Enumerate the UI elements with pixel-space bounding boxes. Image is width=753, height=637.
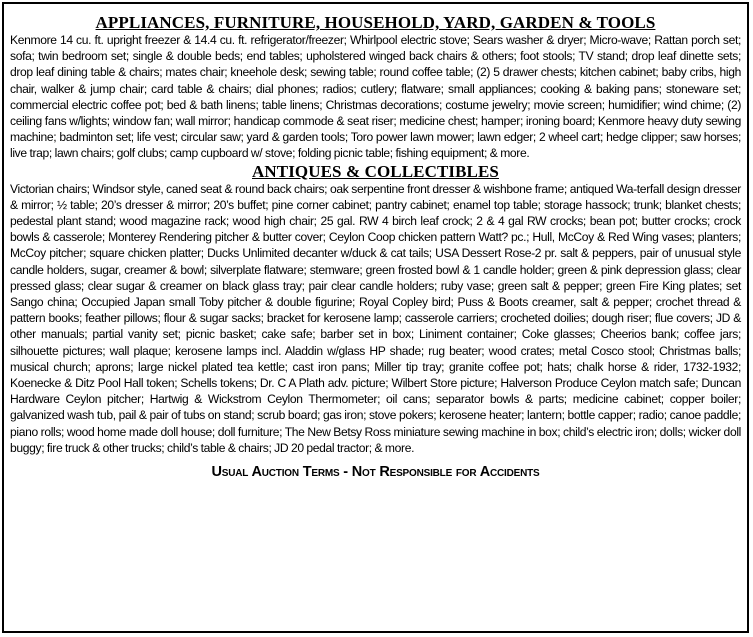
auction-terms-footer: Usual Auction Terms - Not Responsible for Accidents xyxy=(211,464,540,481)
section-heading-appliances: APPLIANCES, FURNITURE, HOUSEHOLD, YARD, GARDEN & TOOLS xyxy=(95,13,656,32)
listing-box xyxy=(2,2,749,633)
section-body-appliances: Kenmore 14 cu. ft. upright freezer & 14.4 cu. ft. refrigerator/freezer; Whirlpool electric stove; Sears washer & dryer; Micro-wave; Rattan porch set; sofa; twin bedroom set; single & double beds; end tables; upholstered winged back chairs & others; foot stools; TV stand; drop leaf dinette sets; drop leaf dining table & chairs; mates chair; kneehole desk; sewing table; round coffee table; (2) 5 drawer chests; kitchen cabinet; baby cribs, high chair, walker & jump chair; card table & chairs; dial phones; radios; cutlery; flatware; small appliances; cooking & baking pans; stoneware set; commercial electric coffee pot; bed & bath linens; table linens; Christmas decorations; costume jewelry; movie screen; humidifier; wind chime; (2) ceiling fans w/lights; window fan; wall mirror; handicap commode & seat riser; medicine chest; hamper; ironing board; Kenmore heavy duty sewing machine; badminton set; life vest; circular saw; yard & garden tools; Toro power lawn mower; lawn edger; 2 wheel cart; hedge clipper; saw horses; live trap; lawn chairs; golf clubs; camp cupboard w/ stove; folding picnic table; fishing equipment; & more. xyxy=(10,33,741,161)
section-body-antiques: Victorian chairs; Windsor style, caned seat & round back chairs; oak serpentine front dresser & wishbone frame; antiqued Wa-terfall design dresser & mirror; ½ table; 20’s dresser & mirror; 20’s buffet; pine corner cabinet; pantry cabinet; enamel top table; storage hassock; trunk; blanket chests; pedestal plant stand; wood magazine rack; wood high chair; 25 gal. RW 4 birch leaf crock; 2 & 4 gal RW crocks; bean pot; butter crocks; crock bowls & casserole; Monterey Rendering pitcher & butter cover; Ceylon Coop chicken pattern Watt? pc.; Hull, McCoy & Red Wing vases; planters; McCoy pitcher; square chicken platter; Ducks Unlimited decanter w/duck & cat tails; USA Dessert Rose-2 pr. salt & peppers, pair of unusual style candle holders, sugar, creamer & bowl; silverplate flatware; stemware; green frosted bowl & 1 candle holder; green & pink depression glass; clear pressed glass; clear sugar & creamer on black glass tray; pair clear candle holders; ruby vase; green salt & pepper; green Fire King plates; set Sango china; Occupied Japan small Toby pitcher & double figurine; Royal Copley bird; Puss & Boots creamer, salt & pepper; crochet thread & pattern books; feather pillows; flour & sugar sacks; bracket for kerosene lamp; casserole carriers; crocheted doilies; dough riser; flue covers; JD & other manuals; partial vanity set; picnic basket; cake safe; barber set in box; Liniment container; Coke glasses; Cheerios bank; coffee jars; silhouette pictures; wall plaque; kerosene lamps incl. Aladdin w/glass HP shade; rug beater; wood crates; metal Cosco stool; Christmas balls; musical church; aprons; large nickel plated tea kettle; cast iron pans; Miller tip tray; granite coffee pot; hats; chalk horse & rider, 1732-1932; Koenecke & Ditz Pool Hall token; Schells tokens; Dr. C A Plath adv. picture; Wilbert Store picture; Halverson Produce Ceylon match safe; Duncan Hardware Ceylon pitcher; Hartwig & Wickstrom Ceylon Thermometer; oil cans; separator bowls & parts; medicine cabinet; copper boiler; galvanized wash tub, pail & pair of tubs on stand; scrub board; gas iron; stove pokers; kerosene heater; lantern; bottle capper; radio; canoe paddle; piano rolls; wood home made doll house; doll furniture; The New Betsy Ross miniature sewing machine in box; child’s electric iron; dolls; wicker doll buggy; fire truck & other trucks; child’s table & chairs; JD 20 pedal tractor; & more. xyxy=(10,181,741,455)
section-heading-antiques: ANTIQUES & COLLECTIBLES xyxy=(252,161,499,181)
listing-content xyxy=(4,4,747,480)
